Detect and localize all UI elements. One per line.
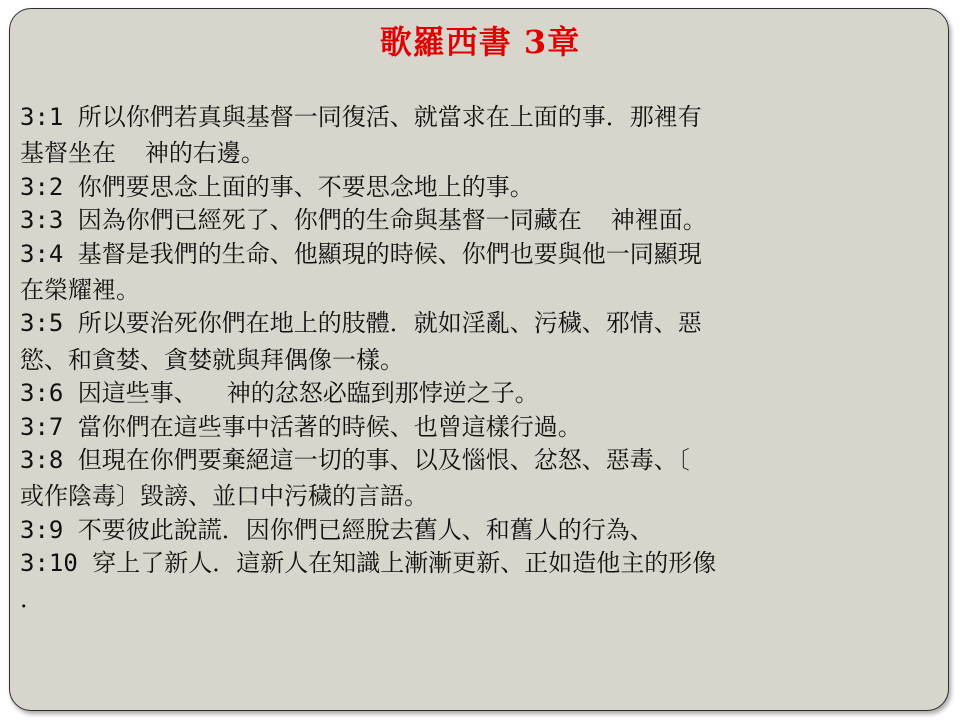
verse-line: 3:8 但現在你們要棄絕這一切的事、以及惱恨、忿怒、惡毒、〔 xyxy=(20,445,690,474)
slide-title: 歌羅西書 3章 xyxy=(379,23,581,61)
verse-line: 3:10 穿上了新人．這新人在知識上漸漸更新、正如造他主的形像 xyxy=(20,549,717,578)
verse-line: 3:1 所以你們若真與基督一同復活、就當求在上面的事．那裡有 xyxy=(20,103,702,131)
verse-line: 3:7 當你們在這些事中活著的時候、也曾這樣行過。 xyxy=(20,412,582,441)
verse-line: 3:6 因這些事、 神的忿怒必臨到那悖逆之子。 xyxy=(20,379,539,408)
verse-line: 3:5 所以要治死你們在地上的肢體．就如淫亂、污穢、邪情、惡 xyxy=(20,309,702,338)
verse-line-continuation: 基督坐在 神的右邊。 xyxy=(20,139,265,168)
verse-line: 3:4 基督是我們的生命、他顯現的時候、你們也要與他一同顯現 xyxy=(20,239,702,268)
verse-line: 3:3 因為你們已經死了、你們的生命與基督一同藏在 神裡面。 xyxy=(20,206,707,235)
verse-line: 3:2 你們要思念上面的事、不要思念地上的事。 xyxy=(20,172,534,201)
verse-line-continuation: ． xyxy=(20,585,44,614)
verse-line: 3:9 不要彼此說謊．因你們已經脫去舊人、和舊人的行為、 xyxy=(20,515,654,544)
verse-line-continuation: 慾、和貪婪、貪婪就與拜偶像一樣。 xyxy=(20,345,404,374)
verse-list xyxy=(20,101,940,617)
verse-line-continuation: 或作陰毒〕毀謗、並口中污穢的言語。 xyxy=(20,482,428,511)
verse-line-continuation: 在榮耀裡。 xyxy=(20,275,140,304)
